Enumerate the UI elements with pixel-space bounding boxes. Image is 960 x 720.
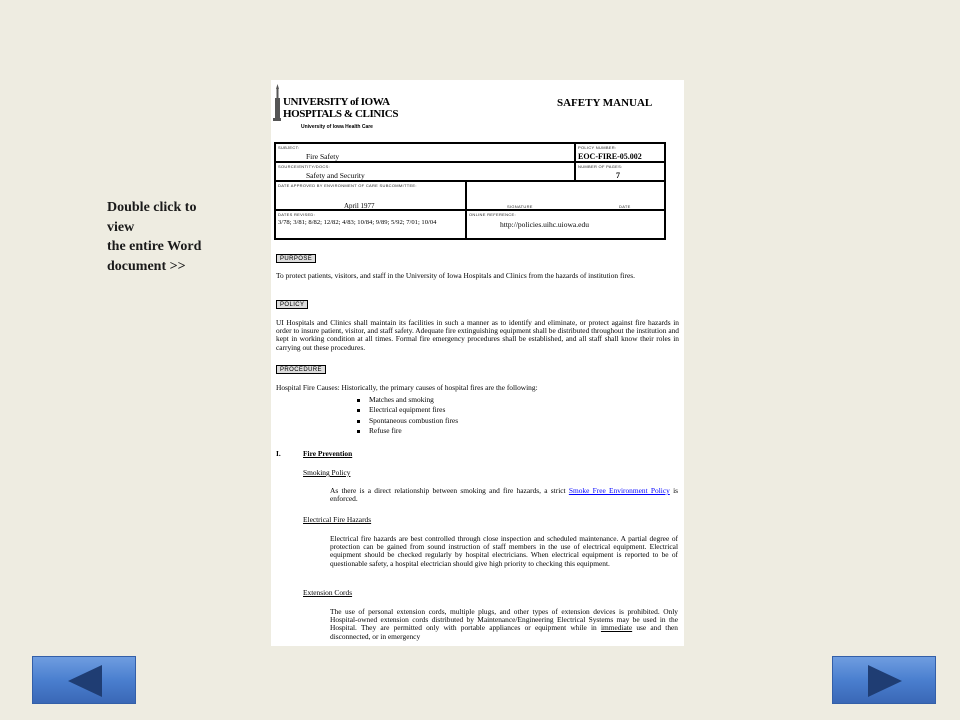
manual-title: SAFETY MANUAL <box>557 97 653 109</box>
logo-line-1: UNIVERSITY of IOWA <box>283 96 390 108</box>
list-item: Spontaneous combustion fires <box>357 416 458 426</box>
policy-number-value: EOC-FIRE-05.002 <box>578 152 642 161</box>
word-document-preview[interactable] <box>271 80 684 646</box>
extension-text-after: use and then disconnected, or in emergency <box>330 623 678 641</box>
logo-line-3: University of Iowa Health Care <box>301 124 373 130</box>
date-label: DATE <box>619 204 631 209</box>
source-value: Safety and Security <box>306 171 365 180</box>
electrical-hazards-title: Electrical Fire Hazards <box>303 515 372 524</box>
uihc-logo <box>273 84 401 134</box>
subject-cell <box>275 143 575 162</box>
right-arrow-icon <box>866 663 904 699</box>
purpose-text: To protect patients, visitors, and staff in the University of Iowa Hospitals and Clinics from the hazards of institution fires. <box>276 271 635 280</box>
smoking-policy-title: Smoking Policy <box>303 468 351 477</box>
purpose-header: PURPOSE <box>276 254 316 263</box>
extension-cords-text <box>330 608 678 641</box>
approved-value: April 1977 <box>344 202 375 210</box>
hint-line-1: Double click to <box>107 200 197 215</box>
smoking-text-after: is enforced. <box>330 486 678 504</box>
hint-line-3: the entire Word <box>107 239 202 254</box>
extension-cords-title: Extension Cords <box>303 588 353 597</box>
smoke-free-policy-link[interactable]: Smoke Free Environment Policy <box>568 486 670 495</box>
policy-header-table <box>274 142 666 240</box>
signature-cell <box>466 181 665 210</box>
source-label: SOURCE/ENTITY/DOCS: <box>278 164 330 169</box>
policy-header: POLICY <box>276 300 308 309</box>
section-number: I. <box>276 449 281 458</box>
list-item: Matches and smoking <box>357 395 458 405</box>
hint-line-4: document >> <box>107 258 186 274</box>
subject-value: Fire Safety <box>306 152 340 161</box>
online-reference-label: ONLINE REFERENCE: <box>469 212 516 217</box>
signature-label: SIGNATURE <box>507 204 533 209</box>
online-reference-cell <box>466 210 665 239</box>
smoking-text-before: As there is a direct relationship between smoking and fire hazards, a strict <box>330 486 569 495</box>
approved-cell <box>275 181 466 210</box>
source-cell <box>275 162 575 181</box>
electrical-hazards-text: Electrical fire hazards are best controlled through close inspection and scheduled maintenance. A partial degree of protection can be gained from sound instruction of staff members in the use of electrical equipment. Electrical equipment should be checked regularly by hospital electricians. When electrical equipment is reported to be of questionable safety, a hospital electrician should give high priority to checking this equipment. <box>330 534 678 568</box>
extension-text-before: The use of personal extension cords, multiple plugs, and other types of extension devices is prohibited. Only Hospital-owned extension cords distributed by Maintenance/Engineering Electrical Systems may be used in the Hospital. They are permitted only with portable appliances or equipment while in <box>330 607 678 633</box>
previous-slide-button[interactable] <box>32 656 136 704</box>
smoking-policy-text <box>330 487 678 503</box>
revised-value: 3/78; 3/81; 8/82; 12/82; 4/83; 10/84; 9/89; 5/92; 7/01; 10/04 <box>278 219 437 226</box>
revised-cell <box>275 210 466 239</box>
policy-text: UI Hospitals and Clinics shall maintain its facilities in such a manner as to identify and eliminate, or protect against fire hazards in order to insure patient, visitor, and staff safety. Adequate fire extinguishing equipment shall be distributed throughout the institution and kept in working condition at all times. Formal fire emergency procedures shall be established, and all staff shall know their roles in carrying out these procedures. <box>276 318 679 352</box>
subject-label: SUBJECT: <box>278 145 300 150</box>
causes-intro: Hospital Fire Causes: Historically, the primary causes of hospital fires are the following: <box>276 383 538 392</box>
policy-number-cell <box>575 143 665 162</box>
list-item: Refuse fire <box>357 426 458 436</box>
pages-cell <box>575 162 665 181</box>
causes-list <box>357 395 458 437</box>
pages-value: 7 <box>616 171 620 180</box>
hint-line-2: view <box>107 219 135 235</box>
next-slide-button[interactable] <box>832 656 936 704</box>
pages-label: NUMBER OF PAGES: <box>578 164 623 169</box>
section-title: Fire Prevention <box>303 449 353 458</box>
list-item: Electrical equipment fires <box>357 405 458 415</box>
left-arrow-icon <box>66 663 104 699</box>
revised-label: DATES REVISED: <box>278 212 316 217</box>
double-click-hint <box>107 198 227 276</box>
approved-label: DATE APPROVED BY ENVIRONMENT OF CARE SUBCOMMITTEE: <box>278 183 417 188</box>
policy-number-label: POLICY NUMBER: <box>578 145 617 150</box>
logo-line-2: HOSPITALS & CLINICS <box>283 108 399 120</box>
extension-underlined-word: immediate <box>600 623 633 633</box>
procedure-header: PROCEDURE <box>276 365 326 374</box>
online-reference-value: http://policies.uihc.uiowa.edu <box>500 220 589 229</box>
building-icon <box>273 84 281 124</box>
